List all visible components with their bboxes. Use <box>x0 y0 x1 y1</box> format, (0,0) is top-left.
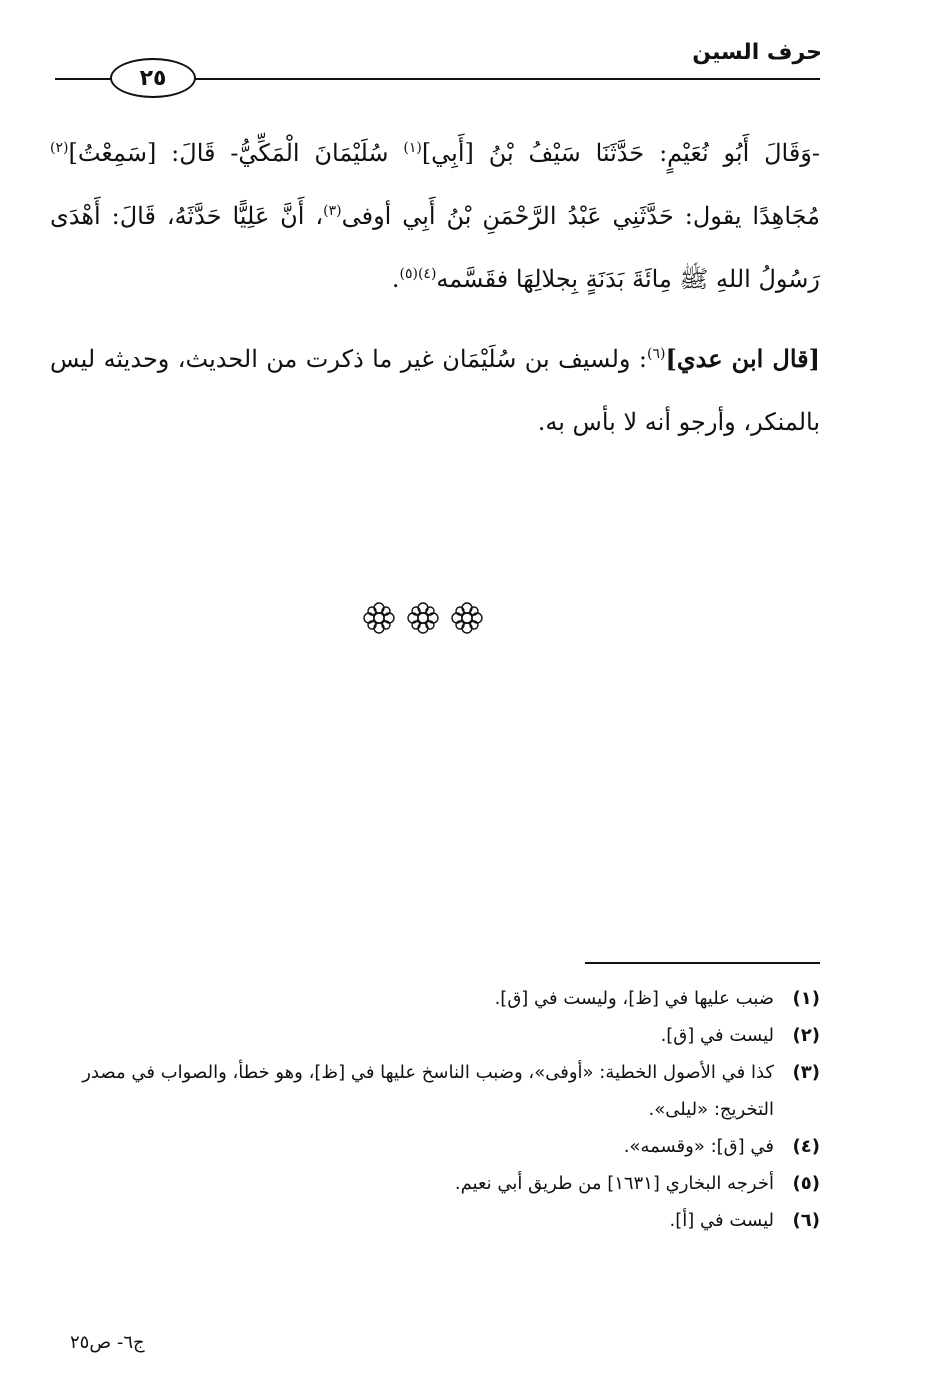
footnote-ref-4-5[interactable]: (٤)(٥) <box>399 266 437 282</box>
section-divider-ornaments <box>362 600 484 636</box>
footnote-number: (٦) <box>792 1210 820 1231</box>
hadith-text-3: مُجَاهِدًا يقول: حَدَّثَنِي عَبْدُ الرَّحْمَنِ بْنُ أَبِي أوفى <box>341 202 821 230</box>
footnotes <box>52 980 820 1239</box>
footnote-number: (١) <box>792 988 820 1009</box>
footnote-text: أخرجه البخاري [١٦٣١] من طريق أبي نعيم. <box>454 1173 774 1194</box>
footnote-text: ليست في [ق]. <box>660 1025 774 1046</box>
footnote-item <box>52 1165 820 1202</box>
footnote-item <box>52 980 820 1017</box>
footnote-ref-2[interactable]: (٢) <box>50 140 69 156</box>
footnote-item <box>52 1017 820 1054</box>
floral-ornament-icon <box>450 601 484 635</box>
main-text <box>50 122 820 454</box>
page-number-badge: ٢٥ <box>110 58 196 98</box>
footnote-text: ليست في [أ]. <box>669 1210 774 1231</box>
footnote-text: في [ق]: «وقسمه». <box>623 1136 774 1157</box>
footnote-ref-3[interactable]: (٣) <box>323 203 342 219</box>
hadith-text-1: -وَقَالَ أَبُو نُعَيْمٍ: حَدَّثَنَا سَيْفُ بْنُ [أَبِي] <box>421 139 820 167</box>
footnote-item <box>52 1202 820 1239</box>
footnote-number: (٣) <box>792 1062 820 1083</box>
footnote-text: ضبب عليها في [ظ]، وليست في [ق]. <box>494 988 774 1009</box>
volume-page-reference: ج٦- ص٢٥ <box>70 1332 145 1353</box>
hadith-text-4: ، أَنَّ عَلِيًّا حَدَّثَهُ، قَالَ: أَهْدَى رَسُولُ اللهِ ﷺ مِائَةَ بَدَنَةٍ بِجلالِهَا فقَسَّمه <box>50 202 820 293</box>
footnote-text: كذا في الأصول الخطية: «أوفى»، وضبب الناسخ عليها في [ظ]، وهو خطأ، والصواب في مصدر التخريج: «ليلى». <box>82 1062 774 1120</box>
floral-ornament-icon <box>362 601 396 635</box>
footnote-number: (٤) <box>792 1136 820 1157</box>
running-header-title: حرف السين <box>692 40 822 65</box>
footnote-number: (٥) <box>792 1173 820 1194</box>
hadith-text-2: سُلَيْمَانَ الْمَكِّيُّ- قَالَ: [سَمِعْتُ] <box>68 139 404 167</box>
ibn-adi-label: [قال ابن عدي] <box>665 344 821 373</box>
footnote-item <box>52 1054 820 1128</box>
footnote-rule <box>585 962 820 964</box>
ibn-adi-paragraph <box>50 327 820 454</box>
footnote-ref-1[interactable]: (١) <box>403 140 422 156</box>
floral-ornament-icon <box>406 601 440 635</box>
hadith-paragraph <box>50 122 820 311</box>
footnote-item <box>52 1128 820 1165</box>
ibn-adi-text: : ولسيف بن سُلَيْمَان غير ما ذكرت من الحديث، وحديثه ليس بالمنكر، وأرجو أنه لا بأس به. <box>50 345 820 436</box>
hadith-end: . <box>391 265 400 293</box>
footnote-number: (٢) <box>792 1025 820 1046</box>
footnote-ref-6[interactable]: (٦) <box>647 346 666 362</box>
